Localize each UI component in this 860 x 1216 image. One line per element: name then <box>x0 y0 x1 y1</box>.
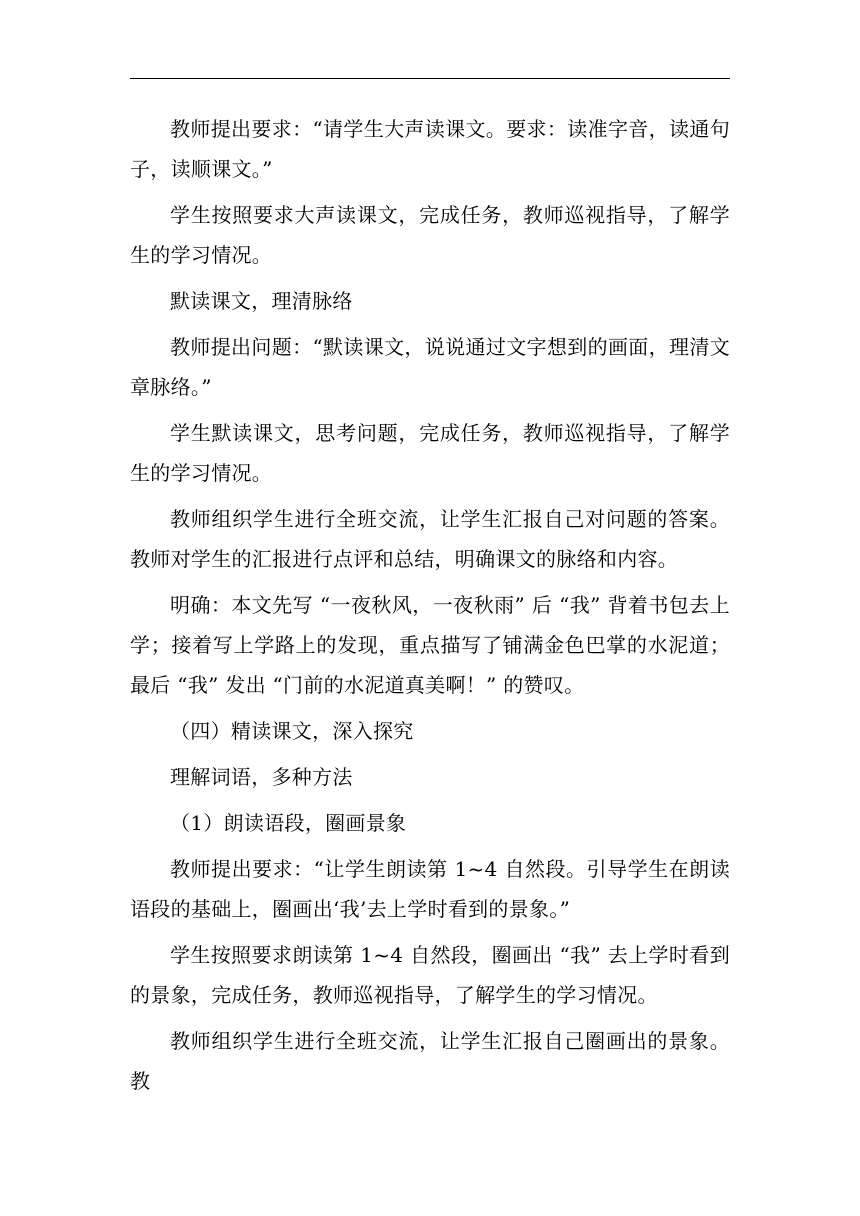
paragraph-understand-words: 理解词语，多种方法 <box>170 765 353 789</box>
section-heading-intensive-reading: （四）精读课文，深入探究 <box>170 719 414 743</box>
paragraph-class-discussion: 教师组织学生进行全班交流，让学生汇报自己对问题的答案。教师对学生的汇报进行点评和总结，明确课文的脉络和内容。 <box>130 507 730 571</box>
paragraph-step-1-students: 学生按照要求朗读第 1~4 自然段，圈画出 “我” 去上学时看到的景象，完成任务，教师巡视指导，了解学生的学习情况。 <box>130 943 730 1007</box>
paragraph-silent-reading-question: 教师提出问题：“默读课文，说说通过文字想到的画面，理清文章脉络。” <box>130 335 730 399</box>
header-rule <box>130 78 730 79</box>
paragraph-silent-reading-heading: 默读课文，理清脉络 <box>170 289 353 313</box>
paragraph-step-1-request: 教师提出要求：“让学生朗读第 1~4 自然段。引导学生在朗读语段的基础上，圈画出‘我’去上学时看到的景象。” <box>130 857 730 921</box>
paragraph-step-1-discussion: 教师组织学生进行全班交流，让学生汇报自己圈画出的景象。教 <box>130 1029 730 1093</box>
paragraph-read-aloud-students: 学生按照要求大声读课文，完成任务，教师巡视指导，了解学生的学习情况。 <box>130 203 730 267</box>
document-body <box>130 109 730 1107</box>
paragraph-silent-reading-students: 学生默读课文，思考问题，完成任务，教师巡视指导，了解学生的学习情况。 <box>130 421 730 485</box>
paragraph-clarification: 明确：本文先写 “一夜秋风，一夜秋雨” 后 “我” 背着书包去上学；接着写上学路上的发现，重点描写了铺满金色巴掌的水泥道；最后 “我” 发出 “门前的水泥道真美啊！” 的赞叹。 <box>130 593 730 697</box>
paragraph-step-1-heading: （1）朗读语段，圈画景象 <box>170 811 407 835</box>
paragraph-read-aloud-request: 教师提出要求：“请学生大声读课文。要求：读准字音，读通句子，读顺课文。” <box>130 117 730 181</box>
